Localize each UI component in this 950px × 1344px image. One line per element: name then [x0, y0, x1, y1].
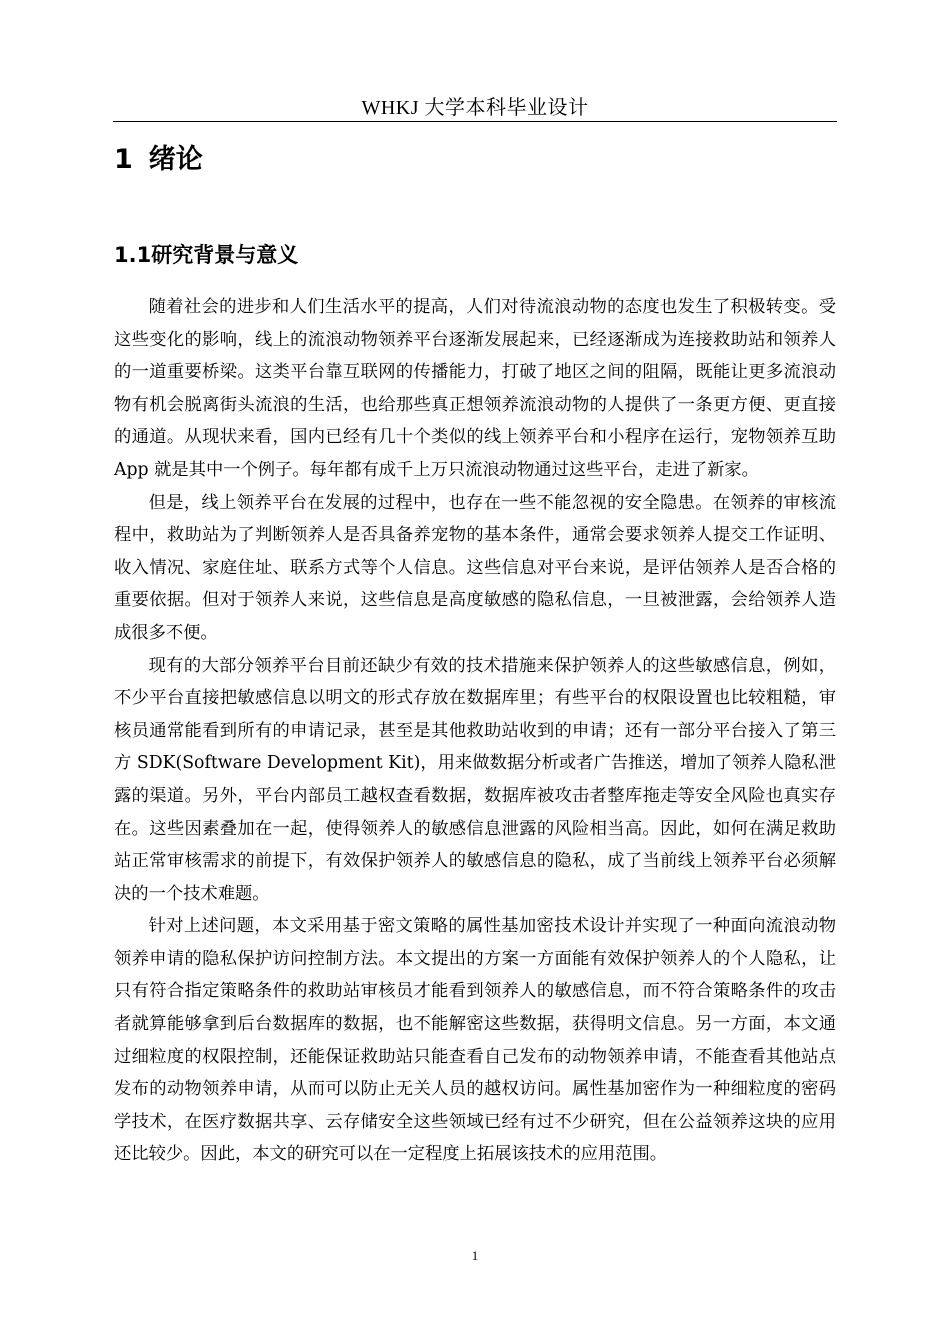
- chapter-number: 1: [114, 144, 133, 175]
- header-rule: [113, 121, 837, 122]
- page-number: 1: [471, 1248, 479, 1263]
- paragraph: 但是，线上领养平台在发展的过程中，也存在一些不能忽视的安全隐患。在领养的审核流程中，救助站为了判断领养人是否具备养宠物的基本条件，通常会要求领养人提交工作证明、收入情况、家庭住址、联系方式等个人信息。这些信息对平台来说，是评估领养人是否合格的重要依据。但对于领养人来说，这些信息是高度敏感的隐私信息，一旦被泄露，会给领养人造成很多不便。: [114, 492, 836, 643]
- body-text: [114, 291, 836, 1171]
- paragraph: 现有的大部分领养平台目前还缺少有效的技术措施来保护领养人的这些敏感信息，例如，不少平台直接把敏感信息以明文的形式存放在数据库里；有些平台的权限设置也比较粗糙，审核员通常能看到所有的申请记录，甚至是其他救助站收到的申请；还有一部分平台接入了第三方 SDK(Software Development Kit)，用来做数据分析或者广告推送，增加了领养人隐私泄露的渠道。另外，平台内部员工越权查看数据，数据库被攻击者整库拖走等安全风险也真实存在。这些因素叠加在一起，使得领养人的敏感信息泄露的风险相当高。因此，如何在满足救助站正常审核需求的前提下，有效保护领养人的敏感信息的隐私，成了当前线上领养平台必须解决的一个技术难题。: [114, 655, 836, 904]
- paragraph: 针对上述问题，本文采用基于密文策略的属性基加密技术设计并实现了一种面向流浪动物领养申请的隐私保护访问控制方法。本文提出的方案一方面能有效保护领养人的个人隐私，让只有符合指定策略条件的救助站审核员才能看到领养人的敏感信息，而不符合策略条件的攻击者就算能够拿到后台数据库的数据，也不能解密这些数据，获得明文信息。另一方面，本文通过细粒度的权限控制，还能保证救助站只能查看自己发布的动物领养申请，不能查看其他站点发布的动物领养申请，从而可以防止无关人员的越权访问。属性基加密作为一种细粒度的密码学技术，在医疗数据共享、云存储安全这些领域已经有过不少研究，但在公益领养这块的应用还比较少。因此，本文的研究可以在一定程度上拓展该技术的应用范围。: [114, 916, 836, 1165]
- section-heading: 1.1研究背景与意义: [114, 243, 299, 267]
- chapter-title: 绪论: [148, 144, 203, 175]
- chapter-heading: [114, 140, 203, 180]
- paragraph: 随着社会的进步和人们生活水平的提高，人们对待流浪动物的态度也发生了积极转变。受这些变化的影响，线上的流浪动物领养平台逐渐发展起来，已经逐渐成为连接救助站和领养人的一道重要桥梁。这类平台靠互联网的传播能力，打破了地区之间的阻隔，既能让更多流浪动物有机会脱离街头流浪的生活，也给那些真正想领养流浪动物的人提供了一条更方便、更直接的通道。从现状来看，国内已经有几十个类似的线上领养平台和小程序在运行，宠物领养互助 App 就是其中一个例子。每年都有成千上万只流浪动物通过这些平台，走进了新家。: [114, 297, 836, 480]
- running-header: WHKJ 大学本科毕业设计: [361, 97, 589, 119]
